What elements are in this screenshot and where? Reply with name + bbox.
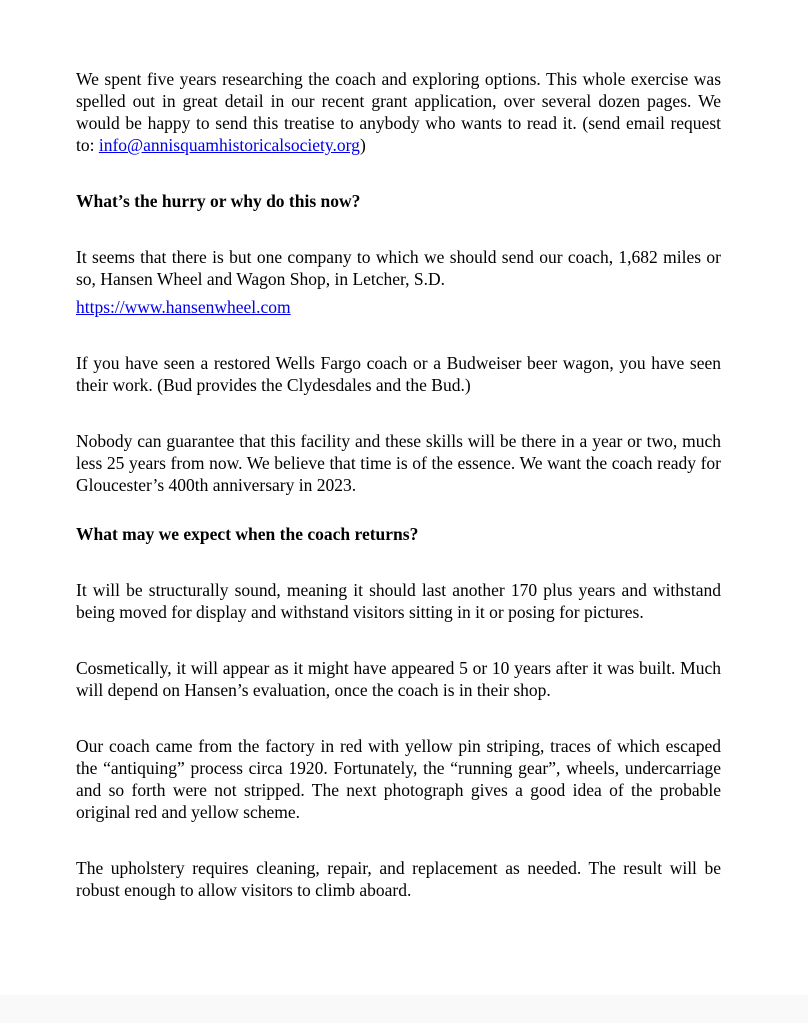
hansen-link[interactable]: https://www.hansenwheel.com xyxy=(76,297,291,317)
paragraph-company: It seems that there is but one company to which we should send our coach, 1,682 miles or so, Hansen Wheel and Wagon Shop, in Letcher, S.D. xyxy=(76,247,721,289)
paragraph-research-text: We spent five years researching the coach and exploring options. This whole exercise was spelled out in great detail in our recent grant application, over several dozen pages. We would be happy to send this treatise to anybody who wants to read it. (send email request to: xyxy=(76,69,721,155)
heading-expect: What may we expect when the coach returns? xyxy=(76,524,419,544)
paragraph-guarantee: Nobody can guarantee that this facility and these skills will be there in a year or two, much less 25 years from now. We believe that time is of the essence. We want the coach ready for Gloucester’s 400th anniversary in 2023. xyxy=(76,431,721,495)
page-bottom-margin xyxy=(0,995,808,1023)
paragraph-research-close: ) xyxy=(359,135,366,155)
heading-hurry: What’s the hurry or why do this now? xyxy=(76,191,361,211)
paragraph-research xyxy=(76,68,721,156)
paragraph-wells-fargo: If you have seen a restored Wells Fargo coach or a Budweiser beer wagon, you have seen their work. (Bud provides the Clydesdales and the Bud.) xyxy=(76,353,721,395)
paragraph-cosmetic: Cosmetically, it will appear as it might have appeared 5 or 10 years after it was built. Much will depend on Hansen’s evaluation, once the coach is in their shop. xyxy=(76,658,721,700)
document-page xyxy=(76,68,721,901)
paragraph-structural: It will be structurally sound, meaning it should last another 170 plus years and withstand being moved for display and withstand visitors sitting in it or posing for pictures. xyxy=(76,580,721,622)
hansen-link-line xyxy=(76,296,721,318)
paragraph-upholstery: The upholstery requires cleaning, repair, and replacement as needed. The result will be robust enough to allow visitors to climb aboard. xyxy=(76,858,721,900)
email-link[interactable]: info@annisquamhistoricalsociety.org xyxy=(98,135,360,155)
paragraph-color-scheme: Our coach came from the factory in red with yellow pin striping, traces of which escaped the “antiquing” process circa 1920. Fortunately, the “running gear”, wheels, undercarriage and so forth were not stripped. The next photograph gives a good idea of the probable original red and yellow scheme. xyxy=(76,736,721,822)
